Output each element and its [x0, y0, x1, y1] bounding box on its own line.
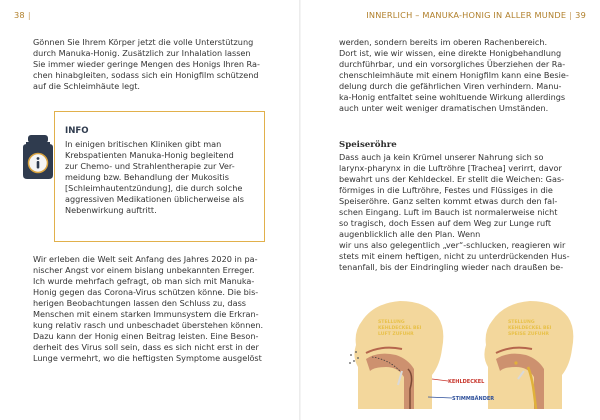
text-line: tenanfall, bis der Eindringling wieder nach draußen be-: [339, 262, 564, 273]
text-line: bewahrt uns der Kehldeckel. Er stellt die Weichen: Gas-: [339, 174, 565, 185]
text-line: Dass auch ja kein Krümel unserer Nahrung sich so: [339, 152, 544, 162]
illus-label: STELLUNG: [508, 320, 535, 325]
text-line: In einigen britischen Kliniken gibt man: [65, 139, 222, 149]
text-line: Lunge vermehrt, wo die heftigsten Symptome ausgelöst: [33, 353, 262, 364]
text-line: Krebspatienten Manuka-Honig begleitend: [65, 150, 234, 161]
illus-label: KEHLDECKEL BEI: [508, 326, 552, 331]
text-line: zur Chemo- und Strahlentherapie zur Ver-: [65, 161, 235, 172]
right-top-paragraph: [339, 37, 570, 114]
header-separator: |: [27, 10, 31, 20]
stimmbaender-label: STIMMBÄNDER: [452, 396, 495, 402]
right-body-paragraph: [339, 152, 570, 274]
kehldeckel-label: KEHLDECKEL: [448, 379, 485, 385]
text-line: durchführbar, und ein vorsorgliches Überziehen der Ra-: [339, 59, 566, 70]
text-line: kung relativ rasch und unbeschadet überstehen können.: [33, 320, 264, 331]
text-line: schen Eingang. Luft im Bauch ist normalerweise nicht: [339, 207, 558, 218]
right-page-number: 39: [575, 10, 586, 20]
info-text: [65, 139, 253, 216]
head-cross-section-air: [349, 301, 443, 409]
running-title: INNERLICH – MANUKA-HONIG IN ALLER MUNDE: [366, 10, 567, 20]
left-intro-paragraph: [33, 37, 271, 92]
epiglottis-illustration: [348, 297, 586, 409]
text-line: förmiges in die Luftröhre, Festes und Flüssiges in die: [339, 185, 553, 196]
text-line: wir uns also gelegentlich „ver“-schlucken, reagieren wir: [339, 240, 566, 251]
honey-jar-info-icon: [18, 133, 58, 181]
right-page-header: [366, 10, 586, 20]
text-line: Nebenwirkung auftritt.: [65, 205, 157, 216]
illus-label: SPEISE ZUFUHR: [508, 332, 549, 337]
text-line: larynx-pharynx in die Luftröhre [Trachea] verirrt, davor: [339, 163, 562, 174]
text-line: delung durch die gefährlichen Viren verhindern. Manu-: [339, 81, 562, 92]
text-line: ka-Honig entfaltet seine wohltuende Wirkung allerdings: [339, 92, 566, 103]
text-line: Wir erleben die Welt seit Anfang des Jahres 2020 in pa-: [33, 254, 258, 264]
text-line: herigen Beobachtungen lassen den Schluss zu, dass: [33, 298, 247, 309]
illus-label: LUFT ZUFUHR: [378, 332, 414, 337]
illus-label: STELLUNG: [378, 320, 405, 325]
text-line: durch Manuka-Honig. Zusätzlich zur Inhalation lassen: [33, 48, 251, 59]
text-line: [Schleimhautentzündung], die durch solche: [65, 183, 243, 194]
text-line: stets mit einem heftigen, nicht zu unterdrückenden Hus-: [339, 251, 570, 262]
text-line: Speiseröhre. Ganz selten kommt etwas durch den fal-: [339, 196, 558, 207]
text-line: augenblicklich alle den Plan. Wenn: [339, 229, 481, 240]
left-page-number: 38: [14, 10, 25, 20]
text-line: derheit des Virus soll sein, dass es sich nicht erst in der: [33, 342, 259, 353]
text-line: Honig gegen das Corona-Virus schützen könne. Die bis-: [33, 287, 259, 298]
head-cross-section-food: [484, 301, 573, 409]
left-body-paragraph: [33, 254, 271, 364]
text-line: Dazu kann der Honig einen Beitrag leisten. Eine Beson-: [33, 331, 259, 342]
text-line: Menschen mit einem starken Immunsystem die Erkran-: [33, 309, 259, 320]
left-page-header: [14, 10, 34, 20]
book-gutter: [299, 0, 301, 420]
text-line: werden, sondern bereits im oberen Rachenbereich.: [339, 37, 548, 47]
text-line: Dort ist, wie wir wissen, eine direkte Honigbehandlung: [339, 48, 562, 59]
illus-label: KEHLDECKEL BEI: [378, 326, 422, 331]
text-line: so tragisch, doch Essen auf dem Weg zur Lunge ruft: [339, 218, 552, 229]
section-heading: Speiseröhre: [339, 140, 397, 150]
text-line: aggressiven Medikationen üblicherweise als: [65, 194, 244, 205]
text-line: chenschleimhäute mit einem Honigfilm kann eine Besie-: [339, 70, 569, 81]
info-box: [54, 111, 265, 242]
text-line: Ich wurde mehrfach gefragt, ob man sich mit Manuka-: [33, 276, 255, 287]
text-line: chen hinabgleiten, sodass sich ein Honigfilm schützend: [33, 70, 259, 81]
text-line: nischer Angst vor einem bislang unbekannten Erreger.: [33, 265, 255, 276]
text-line: Gönnen Sie Ihrem Körper jetzt die volle Unterstützung: [33, 37, 254, 47]
header-separator: |: [569, 10, 573, 20]
text-line: auch unter weit weniger dramatischen Umständen.: [339, 103, 549, 114]
info-title: INFO: [65, 126, 89, 136]
text-line: auf die Schleimhäute legt.: [33, 81, 140, 92]
text-line: Sie immer wieder geringe Mengen des Honigs Ihren Ra-: [33, 59, 260, 70]
text-line: meidung bzw. Behandlung der Mukositis: [65, 172, 229, 183]
